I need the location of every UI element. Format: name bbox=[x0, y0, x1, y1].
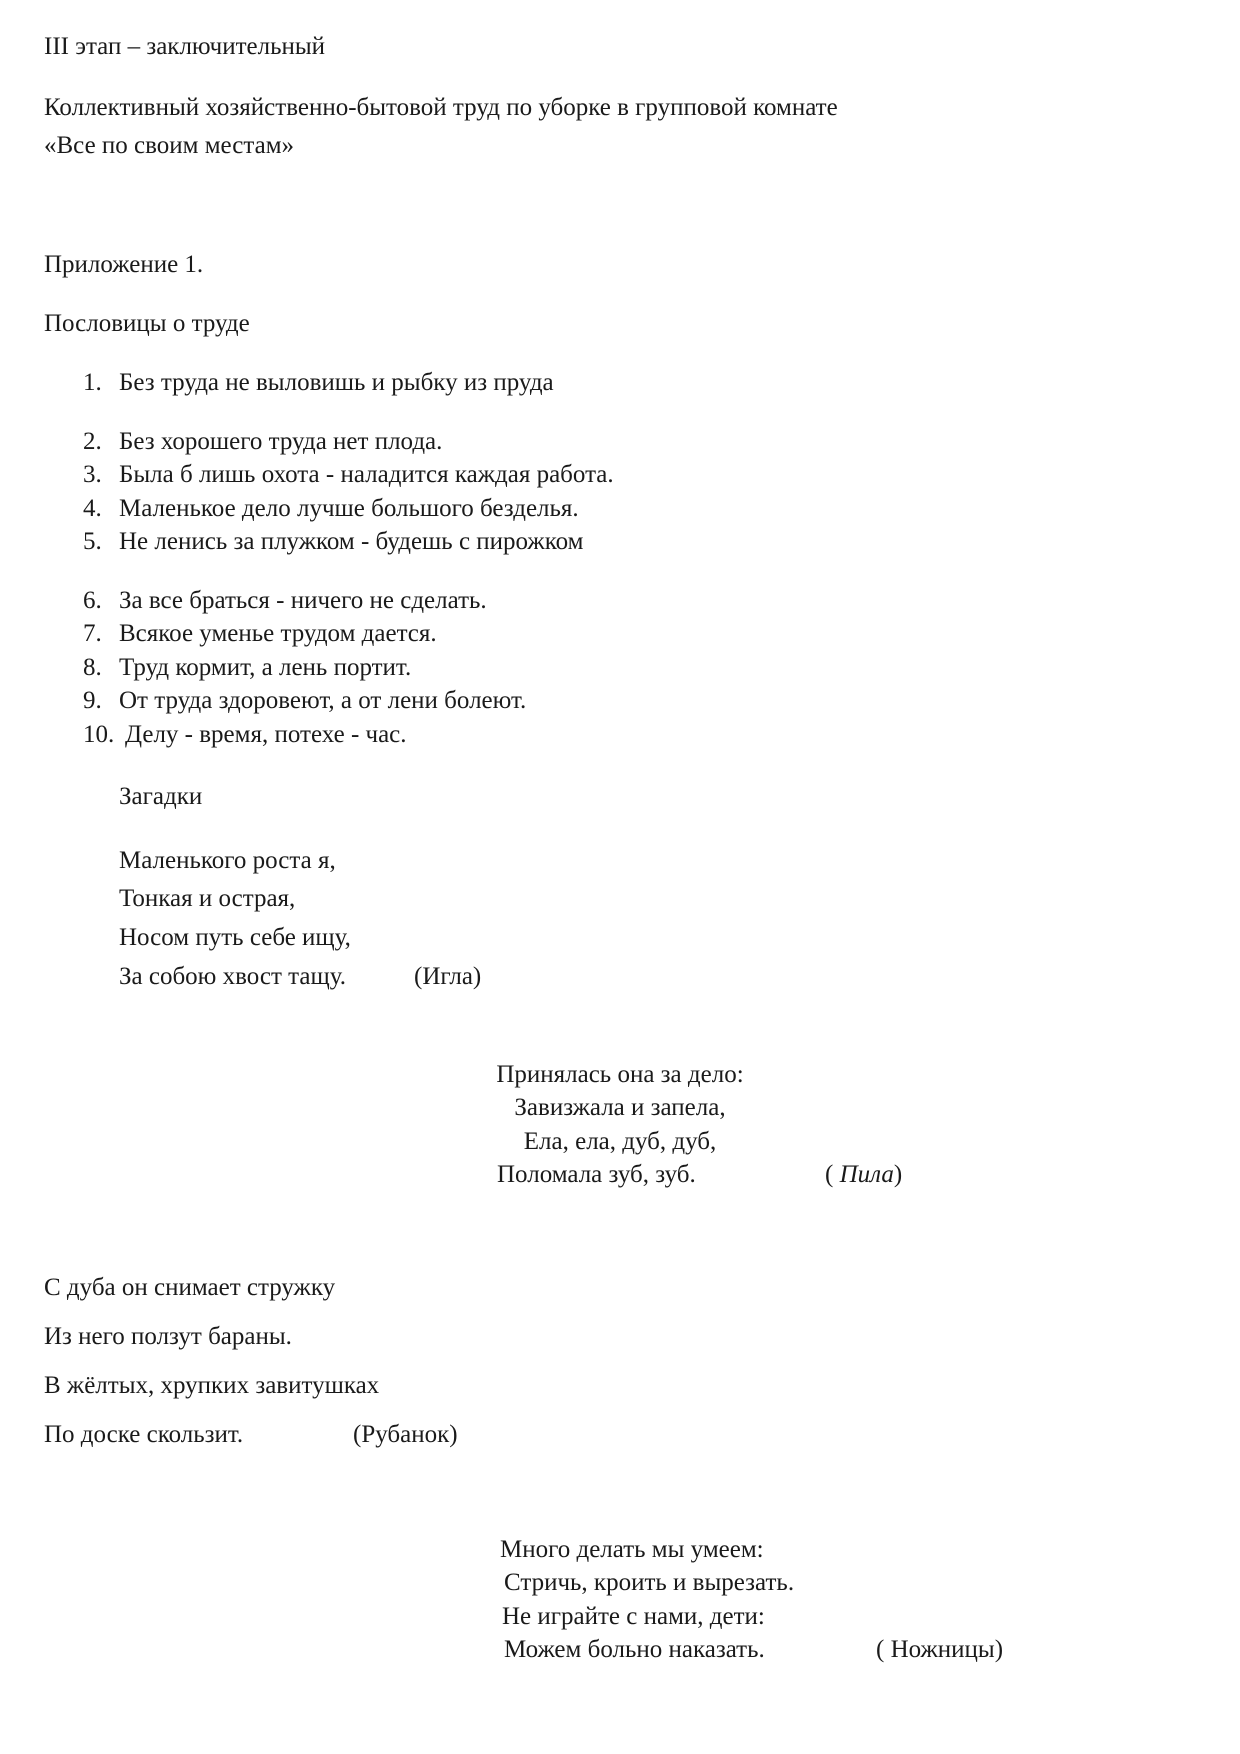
riddle-line: Поломала зуб, зуб. bbox=[497, 1161, 696, 1188]
list-text: Была б лишь охота - наладится каждая работа. bbox=[119, 461, 614, 488]
proverbs-heading: Пословицы о труде bbox=[44, 310, 250, 337]
riddle-line: Ела, ела, дуб, дуб, bbox=[523, 1128, 717, 1155]
riddle-line: За собою хвост тащу. bbox=[119, 963, 346, 990]
list-text: Без хорошего труда нет плода. bbox=[119, 428, 443, 455]
riddle-line: Принялась она за дело: bbox=[496, 1061, 744, 1088]
appendix-label: Приложение 1. bbox=[44, 251, 204, 278]
list-number: 9. bbox=[83, 687, 102, 714]
list-text: Труд кормит, а лень портит. bbox=[119, 654, 412, 681]
riddle-line: Маленького роста я, bbox=[119, 847, 336, 874]
riddles-heading: Загадки bbox=[119, 783, 203, 810]
riddle-line: В жёлтых, хрупких завитушках bbox=[44, 1372, 380, 1399]
riddle-answer: ( Пила) bbox=[825, 1161, 903, 1188]
riddle-line: С дуба он снимает стружку bbox=[44, 1274, 336, 1301]
list-number: 6. bbox=[83, 587, 102, 614]
stage-title: III этап – заключительный bbox=[44, 33, 326, 60]
list-text: За все браться - ничего не сделать. bbox=[119, 587, 487, 614]
list-number: 7. bbox=[83, 620, 102, 647]
list-number: 8. bbox=[83, 654, 102, 681]
riddle-line: Завизжала и запела, bbox=[514, 1094, 726, 1121]
list-number: 1. bbox=[83, 369, 102, 396]
list-number: 2. bbox=[83, 428, 102, 455]
list-text: Маленькое дело лучше большого безделья. bbox=[119, 495, 579, 522]
list-number: 3. bbox=[83, 461, 102, 488]
list-text: Всякое уменье трудом дается. bbox=[119, 620, 437, 647]
riddle-line: Носом путь себе ищу, bbox=[119, 924, 351, 951]
riddle-answer: (Рубанок) bbox=[353, 1421, 458, 1448]
list-text: Без труда не выловишь и рыбку из пруда bbox=[119, 369, 554, 396]
riddle-answer: (Игла) bbox=[414, 963, 482, 990]
list-text: Делу - время, потехе - час. bbox=[125, 721, 407, 748]
riddle-answer: ( Ножницы) bbox=[876, 1636, 1004, 1663]
list-text: От труда здоровеют, а от лени болеют. bbox=[119, 687, 527, 714]
riddle-line: По доске скользит. bbox=[44, 1421, 244, 1448]
list-number: 4. bbox=[83, 495, 102, 522]
activity-line-2: «Все по своим местам» bbox=[44, 132, 295, 159]
riddle-line: Не играйте с нами, дети: bbox=[502, 1603, 765, 1630]
riddle-line: Стричь, кроить и вырезать. bbox=[504, 1569, 795, 1596]
activity-line-1: Коллективный хозяйственно-бытовой труд по уборке в групповой комнате bbox=[44, 94, 838, 121]
list-number: 5. bbox=[83, 528, 102, 555]
list-number: 10. bbox=[83, 721, 115, 748]
riddle-line: Тонкая и острая, bbox=[119, 885, 296, 912]
riddle-line: Много делать мы умеем: bbox=[500, 1536, 764, 1563]
list-text: Не ленись за плужком - будешь с пирожком bbox=[119, 528, 584, 555]
riddle-line: Можем больно наказать. bbox=[504, 1636, 765, 1663]
riddle-line: Из него ползут бараны. bbox=[44, 1323, 292, 1350]
